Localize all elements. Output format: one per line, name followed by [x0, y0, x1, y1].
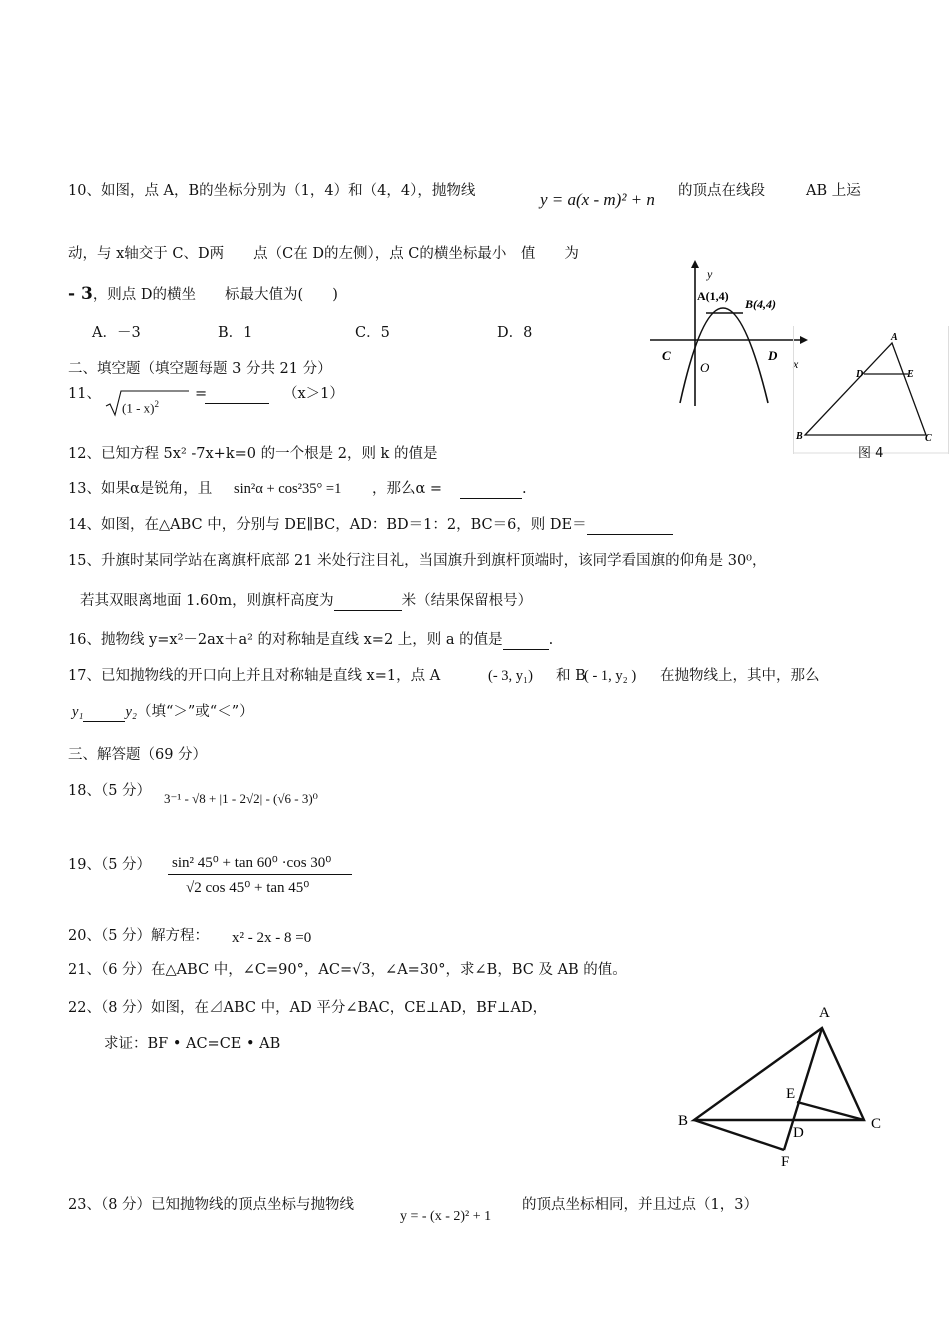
q17-answer-blank[interactable]: [83, 705, 125, 722]
q23-expr: y = - (x - 2)² + 1: [400, 1209, 492, 1224]
section-2-heading: 二、填空题（填空题每题 3 分共 21 分）: [68, 361, 332, 377]
q19-denominator: √2 cos 45⁰ + tan 45⁰: [186, 880, 310, 896]
fig22-triangle-abc: [694, 1028, 864, 1120]
q16-text: [68, 630, 553, 650]
q15-text-a: 若其双眼离地面 1.60m，则旗杆高度为: [80, 593, 334, 609]
graph-label-c: C: [662, 348, 671, 363]
q18-expr: 3⁻¹ - √8 + |1 - 2√2| - (√6 - 3)⁰: [164, 791, 318, 806]
fig4-label-d: D: [856, 369, 864, 380]
fig4-triangle-abc: [805, 343, 926, 435]
q17-line1: [68, 666, 440, 686]
q10-option-b: B．1: [218, 325, 253, 341]
q17-text-b: 和 B: [556, 668, 586, 684]
q10-line2: 动，与 x轴交于 C、D两 点（C在 D的左侧），点 C的横坐标最小 值 为: [68, 246, 579, 262]
q17-point-b: ( - 1, y₂ ): [584, 668, 637, 684]
q10-text-b: 的顶点在线段: [678, 183, 765, 199]
q10-text-d: ，则点 D的横坐 标最大值为( ): [92, 287, 338, 303]
q11-equals: =: [195, 386, 208, 402]
q17-y2: y₂: [125, 704, 137, 720]
q23-text-b: 的顶点坐标相同，并且过点（1，3）: [522, 1197, 758, 1213]
graph-label-a: A(1,4): [697, 289, 729, 303]
q22-figure: [676, 1000, 906, 1170]
q12-text: 12、已知方程 5x² -7x+k=0 的一个根是 2，则 k 的值是: [68, 446, 438, 462]
graph-label-o: O: [700, 360, 710, 375]
q15-line2: [80, 591, 532, 611]
q13-end: .: [522, 481, 527, 497]
q17-text-a: 17、已知抛物线的开口向上并且对称轴是直线 x=1，点 A: [68, 668, 441, 684]
q10-neg3: - 3: [68, 284, 93, 304]
q17-text-d: （填“＞”或“＜”）: [136, 704, 254, 720]
q14-text-a: 14、如图，在△ABC 中，分别与 DE∥BC，AD：BD＝1：2，BC＝6，则 DE＝: [68, 517, 587, 533]
q22-line1: 22、（8 分）如图，在⊿ABC 中，AD 平分∠BAC，CE⊥AD，BF⊥AD，: [68, 1000, 548, 1016]
q17-text-c: 在抛物线上，其中，那么: [660, 668, 820, 684]
q22-line2: 求证：BF • AC=CE • AB: [104, 1036, 281, 1052]
q19-numerator: sin² 45⁰ + tan 60⁰ ·cos 30⁰: [172, 855, 332, 871]
q17-line2: [72, 702, 254, 722]
q10-formula: y = a(x - m)² + n: [540, 190, 655, 209]
q16-end: .: [548, 632, 554, 648]
fig4-caption: 图 4: [858, 446, 884, 461]
q13-text-a: 13、如果α是锐角，且: [68, 481, 213, 497]
q14-text: [68, 515, 673, 535]
q14-answer-blank[interactable]: [587, 518, 673, 535]
fig22-label-c: C: [871, 1116, 882, 1132]
q10-option-a: A．－3: [92, 325, 141, 341]
fig22-label-b: B: [678, 1113, 689, 1129]
q10-option-d: D．8: [497, 325, 533, 341]
graph-label-d: D: [768, 348, 778, 363]
q16-text-a: 16、抛物线 y=x²－2ax＋a² 的对称轴是直线 x=2 上，则 a 的值是: [68, 632, 503, 648]
q15-answer-blank[interactable]: [334, 594, 402, 611]
q20-text-a: 20、（5 分）解方程：: [68, 928, 210, 944]
q10-text-a: 10、如图，点 A，B的坐标分别为（1，4）和（4，4），抛物线: [68, 183, 476, 199]
q10-parabola-graph: [650, 258, 810, 408]
q19-fraction-bar: [168, 874, 352, 875]
fig22-label-d: D: [793, 1125, 804, 1141]
section-3-heading: 三、解答题（69 分）: [68, 747, 208, 763]
q10-line3: [68, 284, 338, 305]
q20-expr: x² - 2x - 8 =0: [232, 930, 312, 946]
q15-line1: 15、升旗时某同学站在离旗杆底部 21 米处行注目礼，当国旗升到旗杆顶端时，该同学看国旗的仰角是 30⁰，: [68, 553, 767, 569]
q17-point-a: (- 3, y₁): [488, 668, 533, 684]
q18-num: 18、（5 分）: [68, 783, 152, 799]
graph-label-b: B(4,4): [745, 297, 776, 311]
q10-option-c: C．5: [355, 325, 390, 341]
fig22-segment-bf: [694, 1120, 784, 1150]
q10-text-c: AB 上运: [806, 183, 861, 199]
q15-text-b: 米（结果保留根号）: [401, 593, 533, 609]
figure-4: [793, 326, 949, 461]
fig22-label-e: E: [786, 1086, 796, 1102]
fig22-label-a: A: [819, 1005, 830, 1021]
q21-text: 21、（6 分）在△ABC 中，∠C=90°，AC=√3，∠A=30°，求∠B，BC 及 AB 的值。: [68, 962, 627, 978]
q13-expr: sin²α + cos²35° =1: [234, 481, 342, 497]
fig4-label-b: B: [796, 431, 803, 442]
fig22-label-f: F: [781, 1154, 790, 1170]
q23-text-a: 23、（8 分）已知抛物线的顶点坐标与抛物线: [68, 1197, 355, 1213]
y-axis-arrow: [691, 260, 699, 268]
q11-num: 11、: [68, 386, 101, 402]
q10-line1: [68, 181, 475, 201]
q17-y1: y₁: [72, 704, 84, 720]
fig4-label-c: C: [925, 433, 932, 444]
fig4-label-a: A: [891, 332, 898, 343]
q13-answer-blank[interactable]: [460, 482, 522, 499]
q19-num: 19、（5 分）: [68, 857, 152, 873]
q11-radicand: (1 - x)$^2$: [122, 399, 159, 416]
q11-blank: [205, 384, 269, 404]
q13-text-b: ，那么α =: [372, 481, 443, 497]
fig22-segment-ec: [797, 1102, 864, 1120]
q11-condition: （x＞1）: [283, 386, 344, 402]
parabola-curve: [680, 308, 768, 403]
q16-answer-blank[interactable]: [503, 633, 549, 650]
q13-blank: [460, 479, 527, 499]
fig4-label-e: E: [907, 369, 914, 380]
graph-y-label: y: [707, 267, 713, 281]
graph-x-label: x: [793, 357, 799, 371]
q11-answer-blank[interactable]: [205, 387, 269, 404]
